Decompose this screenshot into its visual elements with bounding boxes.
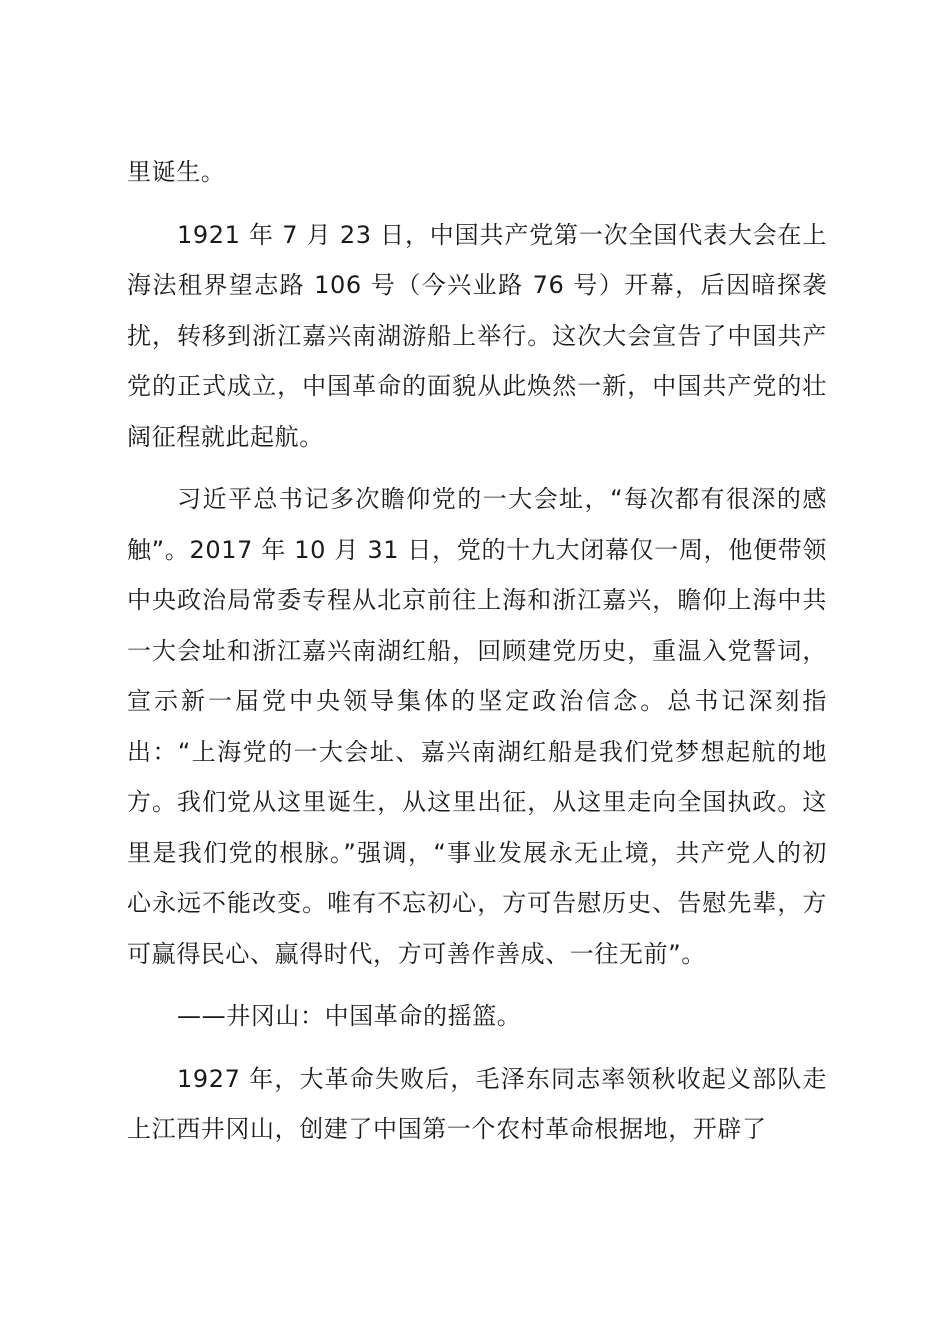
paragraph-1927: 1927 年，大革命失败后，毛泽东同志率领秋收起义部队走上江西井冈山，创建了中国第一个农村革命根据地，开辟了	[127, 1064, 827, 1143]
paragraph-xi-visit: 习近平总书记多次瞻仰党的一大会址，“每次都有很深的感触”。2017 年 10 月 31 日，党的十九大闭幕仅一周，他便带领中央政治局常委专程从北京前往上海和浙江嘉兴，瞻仰上海中共一大会址和浙江嘉兴南湖红船，回顾建党历史，重温入党誓词，宣示新一届党中央领导集体的坚定政治信念。总书记深刻指出：“上海党的一大会址、嘉兴南湖红船是我们党梦想起航的地方。我们党从这里诞生，从这里出征，从这里走向全国执政。这里是我们党的根脉。”强调，“事业发展永无止境，共产党人的初心永远不能改变。唯有不忘初心，方可告慰历史、告慰先辈，方可赢得民心、赢得时代，方可善作善成、一往无前”。	[127, 485, 827, 968]
document-body	[127, 147, 827, 1167]
section-heading-jinggangshan: ——井冈山：中国革命的摇篮。	[177, 1002, 522, 1030]
paragraph-first-congress: 1921 年 7 月 23 日，中国共产党第一次全国代表大会在上海法租界望志路 106 号（今兴业路 76 号）开幕，后因暗探袭扰，转移到浙江嘉兴南湖游船上举行。这次大会宣告了中国共产党的正式成立，中国革命的面貌从此焕然一新，中国共产党的壮阔征程就此起航。	[127, 220, 827, 451]
paragraph-continuation: 里诞生。	[127, 158, 226, 186]
